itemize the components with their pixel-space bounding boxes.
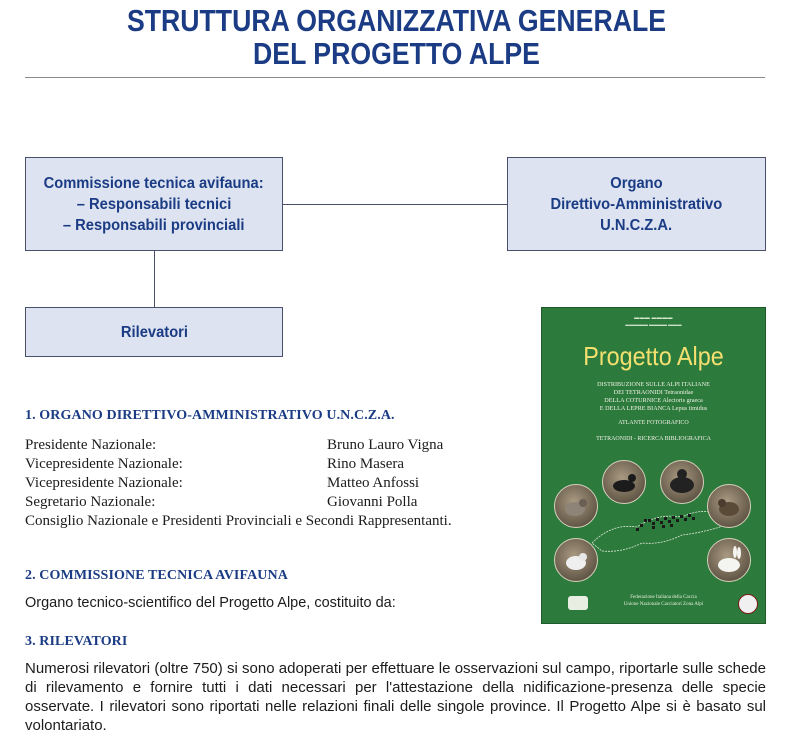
cover-publisher-line: Federazione Italiana della Caccia (630, 595, 697, 600)
capercaillie-photo (660, 460, 704, 504)
role-label: Vicepresidente Nazionale: (25, 475, 183, 491)
organ-line-2: Direttivo-Amministrativo (550, 195, 723, 213)
cover-subtitle-line: DELLA COTURNICE Alectoris graeca (604, 397, 703, 404)
connector-commission-surveyors (154, 250, 155, 308)
section-1-heading: 1. ORGANO DIRETTIVO-AMMINISTRATIVO U.N.C.Z.A. (25, 408, 395, 423)
role-row (25, 493, 418, 512)
cover-atlas-label: ATLANTE FOTOGRAFICO (618, 420, 689, 426)
role-label: Segretario Nazionale: (25, 494, 156, 510)
commission-provincial-managers: – Responsabili provinciali (63, 216, 245, 234)
connector-commission-organ (282, 204, 508, 205)
role-name: Bruno Lauro Vigna (327, 437, 444, 453)
cover-author-line: ▬▬▬ ▬▬▬▬ (634, 316, 673, 321)
role-name: Giovanni Polla (327, 494, 418, 510)
organ-line-1: Organo (610, 174, 663, 192)
cover-subtitle (552, 381, 755, 413)
organ-line-3: U.N.C.Z.A. (600, 216, 673, 234)
commission-technical-managers: – Responsabili tecnici (76, 195, 232, 213)
role-name: Rino Masera (327, 456, 405, 472)
page-title-line-2: DEL PROGETTO ALPE (253, 36, 540, 71)
section-2-heading: 2. COMMISSIONE TECNICA AVIFAUNA (25, 568, 288, 583)
page-title-line-1: STRUTTURA ORGANIZZATIVA GENERALE (126, 3, 667, 38)
book-cover (541, 307, 766, 624)
role-row (25, 455, 405, 474)
federation-logo (568, 596, 588, 610)
cover-subtitle-line: DISTRIBUZIONE SULLE ALPI ITALIANE (597, 381, 710, 388)
rock-partridge-photo (554, 484, 598, 528)
page-title (56, 4, 738, 70)
cover-publisher-line: Unione Nazionale Cacciatori Zona Alpi (623, 602, 704, 607)
section-3-heading: 3. RILEVATORI (25, 634, 128, 649)
cover-subtitle-line: E DELLA LEPRE BIANCA Lepus timidus (599, 405, 708, 412)
cover-publisher (590, 594, 737, 608)
surveyors-label: Rilevatori (120, 323, 188, 341)
cover-subtitle-line: DEI TETRAONIDI Tetraonidae (613, 389, 694, 396)
mountain-hare-photo (707, 538, 751, 582)
section-2-text: Organo tecnico-scientifico del Progetto Alpe, costituito da: (25, 595, 396, 611)
uncza-logo (738, 594, 758, 614)
council-line: Consiglio Nazionale e Presidenti Provinciali e Secondi Rappresentanti. (25, 513, 452, 529)
commission-box (25, 157, 283, 251)
title-divider (25, 77, 765, 78)
cover-org-line: ▬▬▬▬▬ ▬▬▬▬ ▬▬▬ (625, 322, 682, 327)
commission-title: Commissione tecnica avifauna: (43, 174, 265, 192)
role-row (25, 436, 444, 455)
role-name: Matteo Anfossi (327, 475, 420, 491)
ptarmigan-photo (554, 538, 598, 582)
role-row (25, 474, 420, 493)
organ-box (507, 157, 766, 251)
cover-bibliography-label: TETRAONIDI - RICERCA BIBLIOGRAFICA (596, 436, 711, 442)
cover-title: Progetto Alpe (583, 341, 724, 371)
black-grouse-photo (602, 460, 646, 504)
surveyors-box (25, 307, 283, 357)
role-label: Presidente Nazionale: (25, 437, 157, 453)
section-3-paragraph: Numerosi rilevatori (oltre 750) si sono adoperati per effettuare le osservazioni sul campo, riportarle sulle schede di rilevamento e fornire tutti i dati necessari per l'attestazione della nidificazione-presenza delle specie osservate. I rilevatori sono riportati nelle relazioni finali delle singole province. Il Progetto Alpe si è basato sul volontariato. (25, 660, 766, 734)
hazel-grouse-photo (707, 484, 751, 528)
role-label: Vicepresidente Nazionale: (25, 456, 183, 472)
